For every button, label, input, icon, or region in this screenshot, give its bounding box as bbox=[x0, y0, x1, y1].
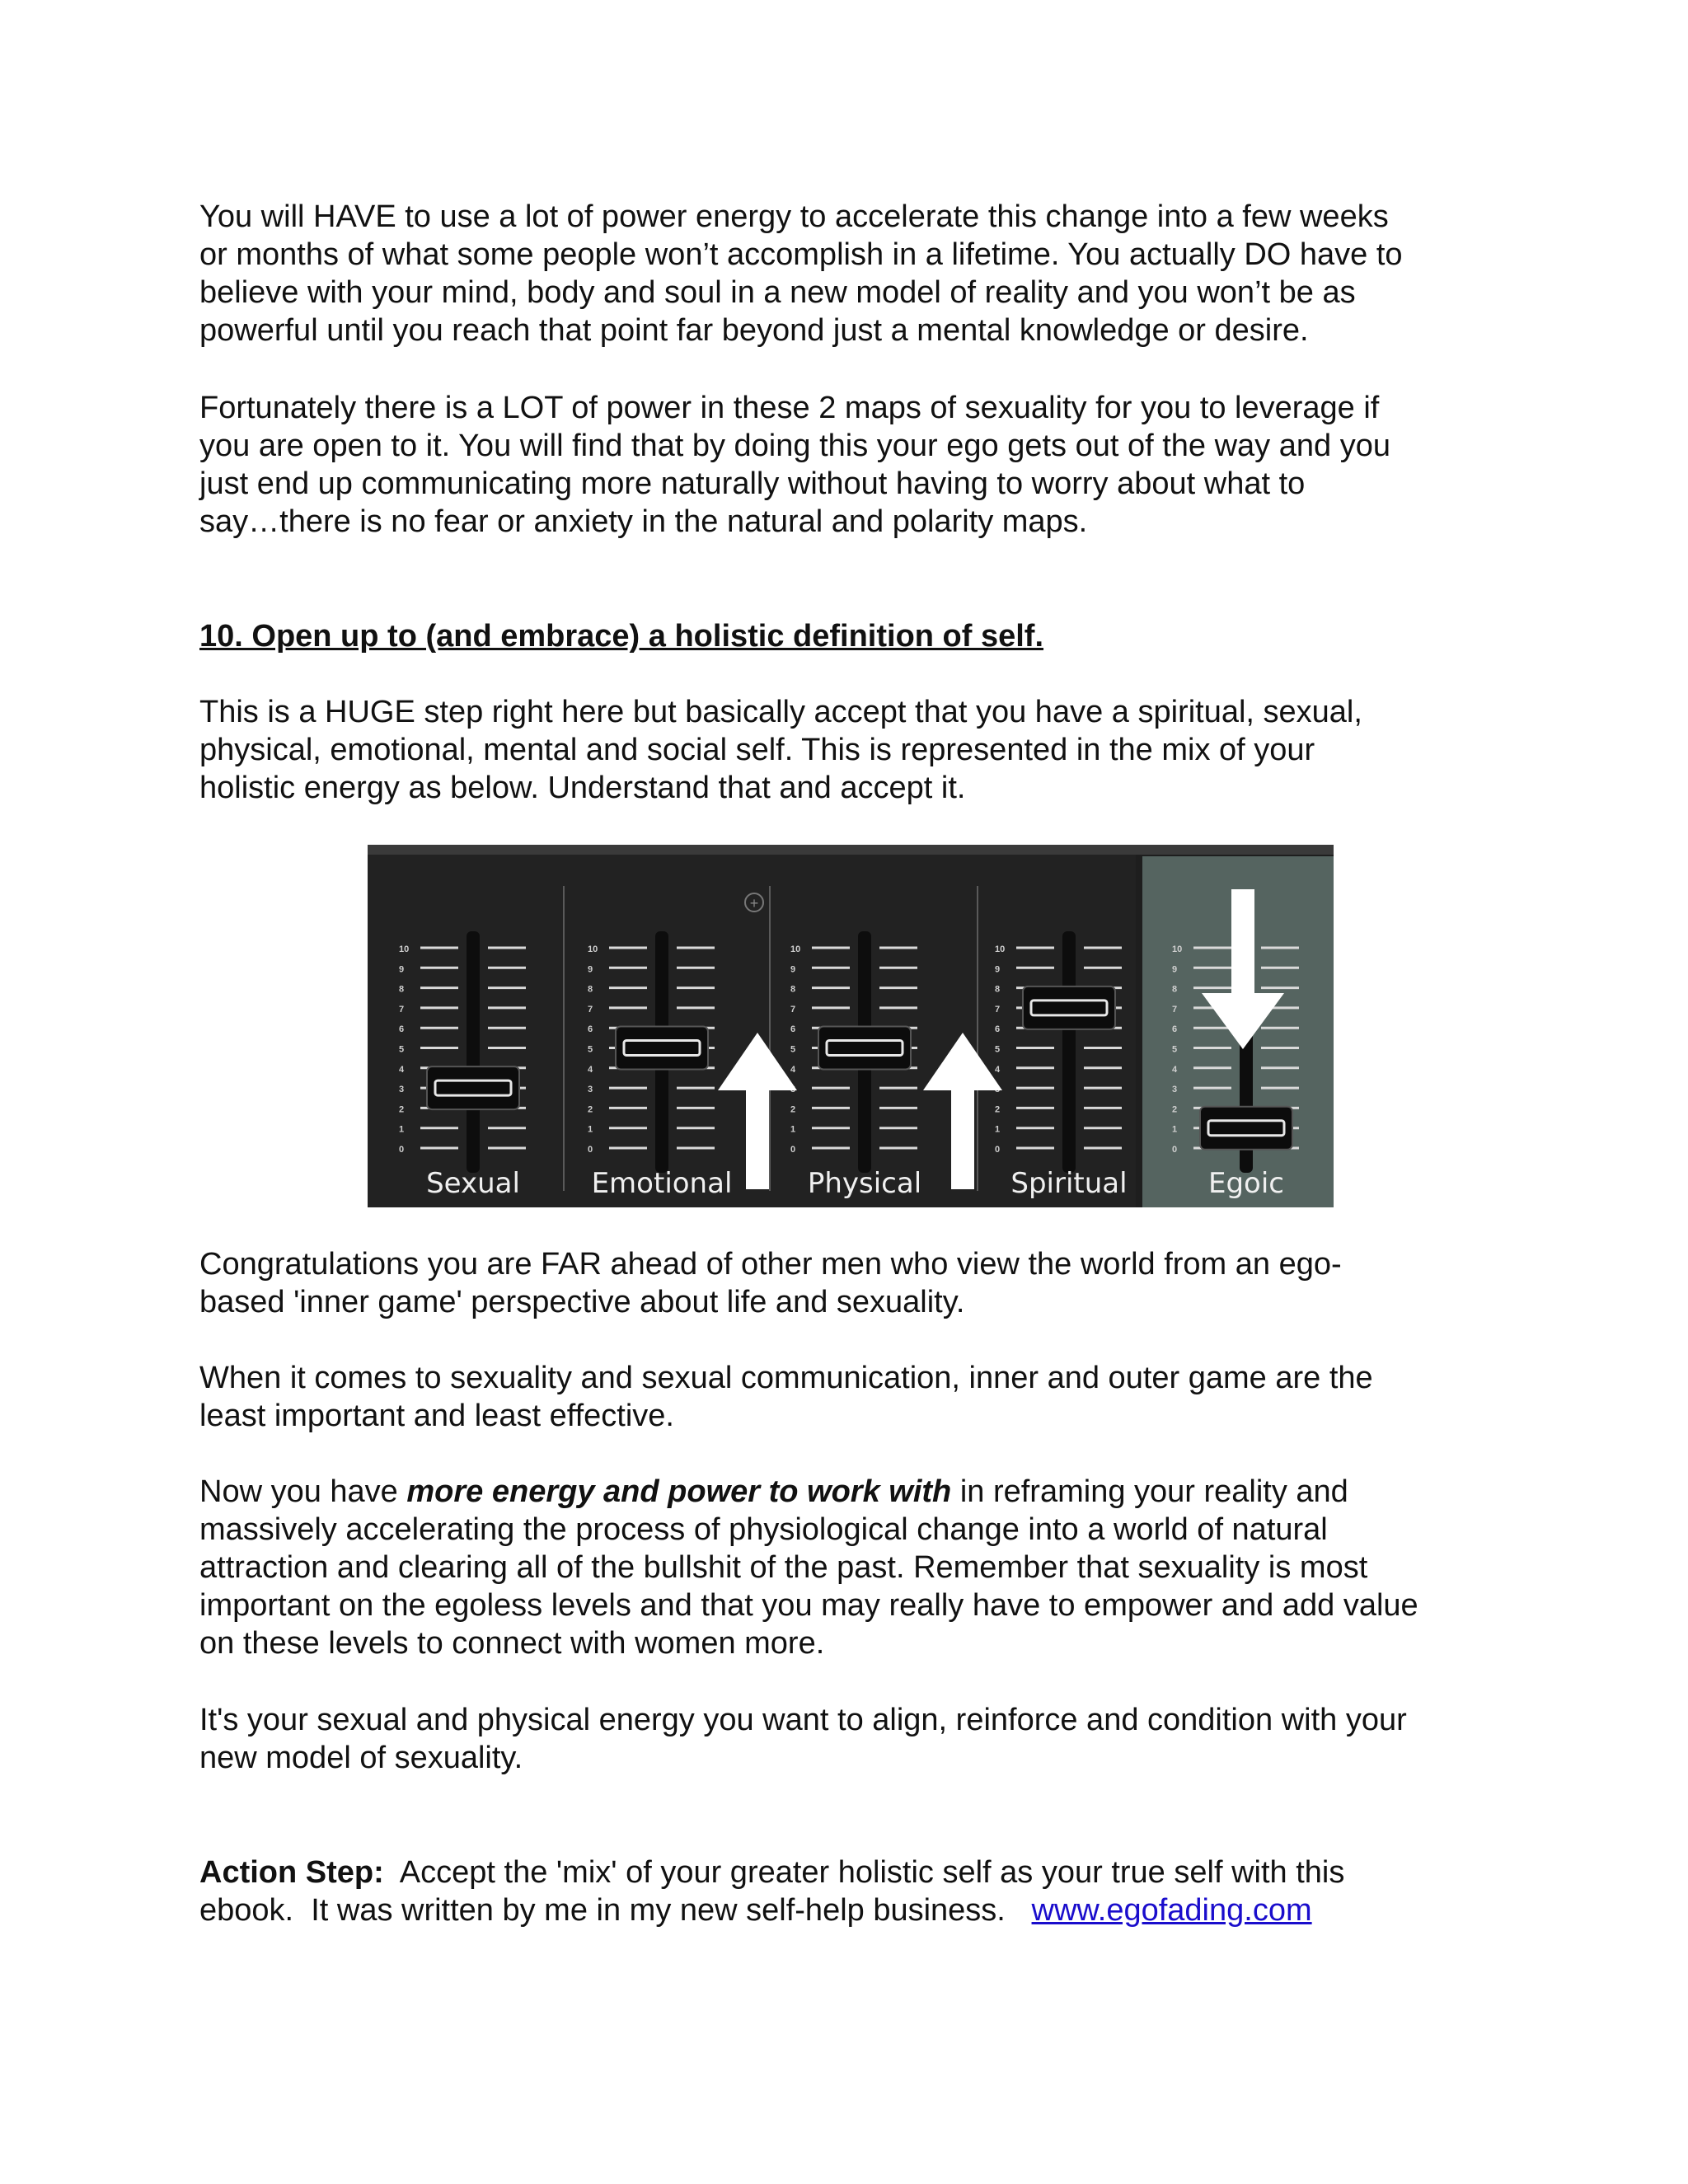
scale-label: 1 bbox=[1172, 1124, 1178, 1135]
scale-label: 2 bbox=[790, 1104, 796, 1115]
scale-label: 7 bbox=[995, 1004, 1001, 1015]
text-line: just end up communicating more naturally without having to worry about what to bbox=[199, 466, 1306, 501]
scale-label: 6 bbox=[995, 1024, 1001, 1035]
text-line: Action Step: Accept the 'mix' of your greater holistic self as your true self with this bbox=[199, 1855, 1345, 1890]
scale-label: 8 bbox=[995, 984, 1001, 995]
scale-label: 10 bbox=[995, 944, 1006, 954]
scale-label: 1 bbox=[588, 1124, 593, 1135]
text-line: physical, emotional, mental and social self. This is represented in the mix of your bbox=[199, 733, 1315, 767]
channel-label: Spiritual bbox=[1010, 1167, 1128, 1200]
scale-label: 10 bbox=[588, 944, 598, 954]
scale-label: 8 bbox=[399, 984, 405, 995]
scale-label: 5 bbox=[790, 1044, 796, 1055]
mixer-top-bar bbox=[368, 845, 1334, 855]
paragraph-more-energy bbox=[199, 1473, 1502, 1662]
scale-label: 7 bbox=[1172, 1004, 1178, 1015]
scale-label: 6 bbox=[588, 1024, 593, 1035]
text-line: important on the egoless levels and that you may really have to empower and add value bbox=[199, 1588, 1418, 1623]
scale-label: 6 bbox=[399, 1024, 405, 1035]
scale-label: 10 bbox=[790, 944, 801, 954]
fader-knob bbox=[427, 1066, 519, 1109]
scale-label: 4 bbox=[399, 1064, 405, 1075]
fader-knob bbox=[1023, 987, 1115, 1029]
scale-label: 9 bbox=[790, 964, 796, 975]
fader-track bbox=[1062, 931, 1076, 1173]
text-line: holistic energy as below. Understand that and accept it. bbox=[199, 771, 966, 805]
text-line: least important and least effective. bbox=[199, 1399, 674, 1433]
scale-label: 5 bbox=[995, 1044, 1001, 1055]
scale-label: 8 bbox=[588, 984, 593, 995]
egofading-link[interactable]: www.egofading.com bbox=[1031, 1893, 1312, 1928]
scale-label: 5 bbox=[1172, 1044, 1178, 1055]
text-line: believe with your mind, body and soul in a new model of reality and you won’t be as bbox=[199, 275, 1356, 310]
scale-label: 2 bbox=[1172, 1104, 1178, 1115]
paragraph-inner-outer-game bbox=[199, 1359, 1502, 1435]
text-line: you are open to it. You will find that by doing this your ego gets out of the way and you bbox=[199, 429, 1390, 463]
text-line: It's your sexual and physical energy you want to align, reinforce and condition with your bbox=[199, 1703, 1407, 1737]
scale-label: 1 bbox=[399, 1124, 405, 1135]
channel-label: Sexual bbox=[426, 1167, 520, 1200]
fader-track bbox=[467, 931, 480, 1173]
scale-label: 4 bbox=[1172, 1064, 1178, 1075]
text-line: on these levels to connect with women more. bbox=[199, 1626, 825, 1661]
paragraph-congratulations bbox=[199, 1245, 1502, 1321]
text-line: Now you have more energy and power to work with in reframing your reality and bbox=[199, 1474, 1348, 1509]
scale-label: 9 bbox=[995, 964, 1001, 975]
fader-knob bbox=[616, 1027, 708, 1070]
scale-label: 0 bbox=[1172, 1145, 1178, 1155]
text-line: say…there is no fear or anxiety in the natural and polarity maps. bbox=[199, 504, 1088, 539]
scale-label: 9 bbox=[588, 964, 593, 975]
scale-label: 10 bbox=[399, 944, 410, 954]
text-line: When it comes to sexuality and sexual communication, inner and outer game are the bbox=[199, 1361, 1373, 1395]
text-line: or months of what some people won’t accomplish in a lifetime. You actually DO have to bbox=[199, 237, 1403, 272]
scale-label: 4 bbox=[588, 1064, 593, 1075]
paragraph-align bbox=[199, 1701, 1502, 1777]
scale-label: 3 bbox=[1172, 1085, 1178, 1095]
scale-label: 2 bbox=[588, 1104, 593, 1115]
scale-label: 3 bbox=[588, 1085, 593, 1095]
scale-label: 0 bbox=[399, 1145, 405, 1155]
scale-label: 1 bbox=[995, 1124, 1001, 1135]
scale-label: 2 bbox=[399, 1104, 405, 1115]
scale-label: 7 bbox=[588, 1004, 593, 1015]
channel-label: Egoic bbox=[1207, 1167, 1285, 1200]
text-line: attraction and clearing all of the bullshit of the past. Remember that sexuality is most bbox=[199, 1550, 1368, 1585]
scale-label: 7 bbox=[790, 1004, 796, 1015]
text-line: powerful until you reach that point far beyond just a mental knowledge or desire. bbox=[199, 313, 1309, 348]
scale-label: 1 bbox=[790, 1124, 796, 1135]
energy-mixer-image bbox=[368, 845, 1334, 1207]
scale-label: 4 bbox=[995, 1064, 1001, 1075]
scale-label: 10 bbox=[1172, 944, 1183, 954]
scale-label: 0 bbox=[588, 1145, 593, 1155]
scale-label: 2 bbox=[995, 1104, 1001, 1115]
text-line: This is a HUGE step right here but basically accept that you have a spiritual, sexual, bbox=[199, 695, 1362, 729]
scale-label: 0 bbox=[995, 1145, 1001, 1155]
paragraph-maps bbox=[199, 389, 1502, 541]
scale-label: 5 bbox=[399, 1044, 405, 1055]
action-step bbox=[199, 1854, 1502, 1929]
scale-label: 9 bbox=[399, 964, 405, 975]
channel-label: Emotional bbox=[591, 1167, 733, 1200]
scale-label: 5 bbox=[588, 1044, 593, 1055]
text-line: You will HAVE to use a lot of power energy to accelerate this change into a few weeks bbox=[199, 199, 1389, 234]
text-line: ebook. It was written by me in my new self-help business. www.egofading.com bbox=[199, 1893, 1312, 1928]
scale-label: 4 bbox=[790, 1064, 796, 1075]
text-line: massively accelerating the process of physiological change into a world of natural bbox=[199, 1512, 1328, 1547]
scale-label: 8 bbox=[790, 984, 796, 995]
scale-label: 3 bbox=[399, 1085, 405, 1095]
plus-knob-icon: + bbox=[749, 895, 759, 912]
text-line: new model of sexuality. bbox=[199, 1741, 523, 1775]
scale-label: 6 bbox=[1172, 1024, 1178, 1035]
scale-label: 9 bbox=[1172, 964, 1178, 975]
text-line: Fortunately there is a LOT of power in these 2 maps of sexuality for you to leverage if bbox=[199, 391, 1380, 425]
text-line: Congratulations you are FAR ahead of other men who view the world from an ego- bbox=[199, 1247, 1342, 1282]
section-heading: 10. Open up to (and embrace) a holistic definition of self. bbox=[199, 619, 1044, 654]
channel-label: Physical bbox=[807, 1167, 922, 1200]
action-step-label: Action Step: bbox=[199, 1855, 384, 1890]
fader-knob bbox=[1200, 1107, 1292, 1150]
scale-label: 0 bbox=[790, 1145, 796, 1155]
scale-label: 8 bbox=[1172, 984, 1178, 995]
paragraph-holistic bbox=[199, 693, 1502, 807]
fader-knob bbox=[818, 1027, 911, 1070]
text-line: based 'inner game' perspective about life and sexuality. bbox=[199, 1285, 965, 1319]
paragraph-intro bbox=[199, 198, 1502, 349]
scale-label: 6 bbox=[790, 1024, 796, 1035]
emphasis-text: more energy and power to work with bbox=[406, 1474, 952, 1509]
scale-label: 7 bbox=[399, 1004, 405, 1015]
